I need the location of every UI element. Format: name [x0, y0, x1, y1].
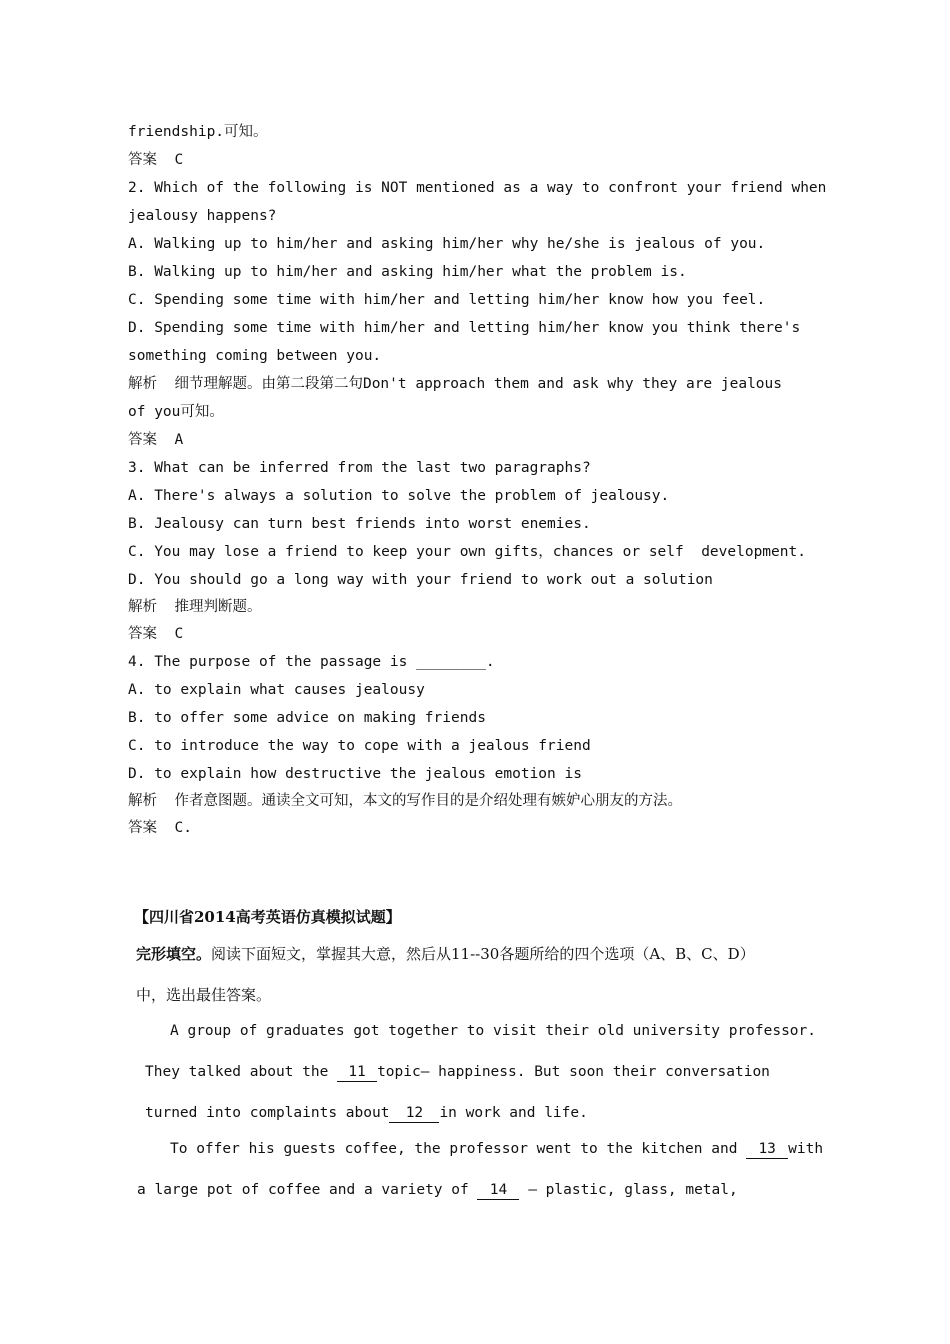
option-line: B. Jealousy can turn best friends into worst enemies. [128, 516, 591, 532]
blank-11: 11 [337, 1063, 377, 1082]
instruction-label: 完形填空。 [136, 945, 212, 963]
analysis-line: of you可知。 [128, 404, 224, 420]
question-line: 4. The purpose of the passage is ________. [128, 654, 495, 670]
section-heading: 【四川省2014高考英语仿真模拟试题】 [134, 908, 401, 926]
passage-text: They talked about the [145, 1064, 338, 1080]
blank-12: 12 [389, 1104, 439, 1123]
passage-text: with [788, 1141, 824, 1157]
blank-13: 13 [746, 1140, 788, 1159]
option-line: D. Spending some time with him/her and letting him/her know you think there's [128, 320, 801, 336]
passage-line [170, 1139, 823, 1159]
section-instruction [136, 943, 755, 965]
passage-line: A group of graduates got together to visit their old university professor. [170, 1023, 817, 1039]
passage-text: topic— happiness. But soon their conversation [377, 1064, 770, 1080]
passage-text: in work and life. [439, 1105, 588, 1121]
answer-line: 答案 C [128, 152, 184, 168]
question-line: 2. Which of the following is NOT mentioned as a way to confront your friend when [128, 180, 827, 196]
passage-line [137, 1180, 738, 1200]
option-line: A. There's always a solution to solve the problem of jealousy. [128, 488, 670, 504]
instruction-text: 阅读下面短文，掌握其大意，然后从11--30各题所给的四个选项（A、B、C、D） [211, 945, 755, 963]
passage-text: a large pot of coffee and a variety of [137, 1182, 478, 1198]
question-line: jealousy happens? [128, 208, 277, 224]
option-line: D. to explain how destructive the jealous emotion is [128, 766, 582, 782]
analysis-line: 解析 细节理解题。由第二段第二句Don't approach them and ask why they are jealous [128, 376, 782, 392]
option-line: B. Walking up to him/her and asking him/her what the problem is. [128, 264, 687, 280]
answer-line: 答案 C. [128, 820, 192, 836]
option-line: A. to explain what causes jealousy [128, 682, 425, 698]
answer-line: 答案 A [128, 432, 184, 448]
text-line: friendship.可知。 [128, 124, 268, 140]
option-line: B. to offer some advice on making friends [128, 710, 486, 726]
passage-line [145, 1062, 770, 1082]
option-line: C. to introduce the way to cope with a jealous friend [128, 738, 591, 754]
option-line: A. Walking up to him/her and asking him/her why he/she is jealous of you. [128, 236, 766, 252]
passage-text: turned into complaints about [145, 1105, 390, 1121]
question-line: 3. What can be inferred from the last two paragraphs? [128, 460, 591, 476]
option-line: C. You may lose a friend to keep your own gifts，chances or self development. [128, 544, 806, 560]
section-instruction-cont: 中，选出最佳答案。 [136, 986, 272, 1004]
passage-line [145, 1103, 588, 1123]
blank-14: 14 [477, 1181, 519, 1200]
answer-line: 答案 C [128, 626, 184, 642]
analysis-line: 解析 作者意图题。通读全文可知，本文的写作目的是介绍处理有嫉妒心朋友的方法。 [128, 793, 682, 809]
passage-text: — plastic, glass, metal, [519, 1182, 738, 1198]
passage-text: To offer his guests coffee, the professor went to the kitchen and [170, 1141, 747, 1157]
option-line: C. Spending some time with him/her and letting him/her know how you feel. [128, 292, 766, 308]
option-line: something coming between you. [128, 348, 382, 364]
analysis-line: 解析 推理判断题。 [128, 599, 262, 615]
option-line: D. You should go a long way with your friend to work out a solution [128, 572, 713, 588]
